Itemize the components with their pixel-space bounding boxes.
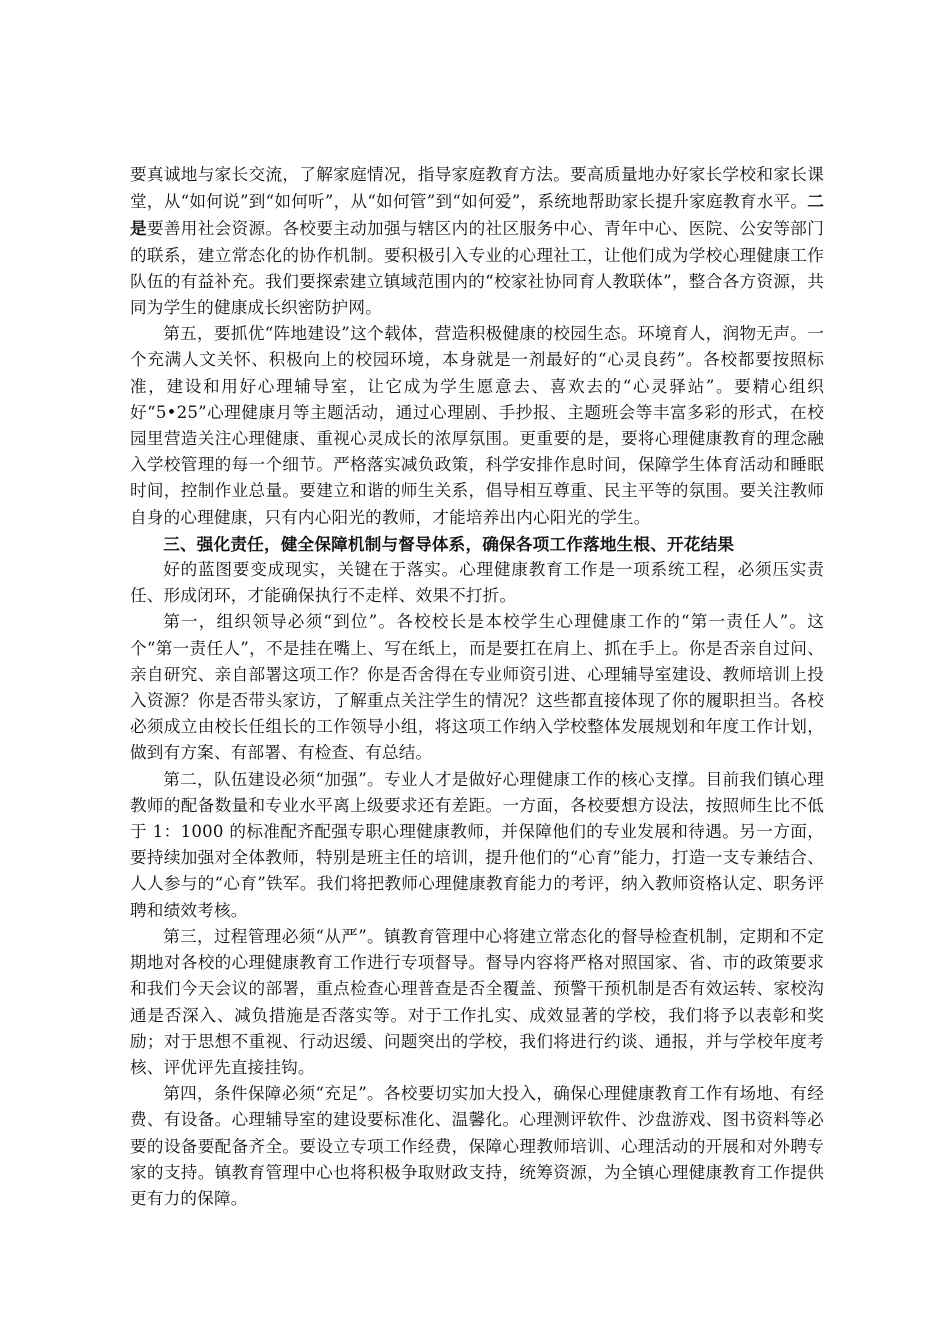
paragraph-implementation-intro: 好的蓝图要变成现实，关键在于落实。心理健康教育工作是一项系统工程，必须压实责任、形成闭环，才能确保执行不走样、效果不打折。 — [130, 560, 824, 606]
paragraph-fourth-resource-guarantee: 第四，条件保障必须“充足”。各校要切实加大投入，确保心理健康教育工作有场地、有经费、有设备。心理辅导室的建设要标准化、温馨化。心理测评软件、沙盘游戏、图书资料等必要的设备要配备齐全。要设立专项工作经费，保障心理教师培训、心理活动的开展和对外聘专家的支持。镇教育管理中心也将积极争取财政支持，统筹资源，为全镇心理健康教育工作提供更有力的保障。 — [130, 1084, 824, 1208]
paragraph-text: 要真诚地与家长交流，了解家庭情况，指导家庭教育方法。要高质量地办好家长学校和家长课堂，从“如何说”到“如何听”，从“如何管”到“如何爱”，系统地帮助家长提升家庭教育水平。 — [130, 165, 824, 212]
section-heading-three: 三、强化责任，健全保障机制与督导体系，确保各项工作落地生根、开花结果 — [163, 533, 735, 554]
paragraph-first-leadership: 第一，组织领导必须“到位”。各校校长是本校学生心理健康工作的“第一责任人”。这个“第一责任人”，不是挂在嘴上、写在纸上，而是要扛在肩上、抓在手上。你是否亲自过问、亲自研究、亲自部署这项工作？你是否舍得在专业师资引进、心理辅导室建设、教师培训上投入资源？你是否带头家访，了解重点关注学生的情况？这些都直接体现了你的履职担当。各校必须成立由校长任组长的工作领导小组，将这项工作纳入学校整体发展规划和年度工作计划，做到有方案、有部署、有检查、有总结。 — [130, 612, 824, 763]
paragraph-second-team-building: 第二，队伍建设必须“加强”。专业人才是做好心理健康工作的核心支撑。目前我们镇心理教师的配备数量和专业水平离上级要求还有差距。一方面，各校要想方设法，按照师生比不低于 1：1000 的标准配齐配强专职心理健康教师，并保障他们的专业发展和待遇。另一方面，要持续加强对全体教师，特别是班主任的培训，提升他们的“心育”能力，打造一支专兼结合、人人参与的“心育”铁军。我们将把教师心理健康教育能力的考评，纳入教师资格认定、职务评聘和绩效考核。 — [130, 769, 824, 920]
paragraph-text: 要善用社会资源。各校要主动加强与辖区内的社区服务中心、青年中心、医院、公安等部门的联系，建立常态化的协作机制。要积极引入专业的心理社工，让他们成为学校心理健康工作队伍的有益补充。我们要探索建立镇域范围内的“校家社协同育人教联体”，整合各方资源，共同为学生的健康成长织密防护网。 — [130, 219, 825, 318]
paragraph-fifth-campus-ecology: 第五，要抓优“阵地建设”这个载体，营造积极健康的校园生态。环境育人，润物无声。一个充满人文关怀、积极向上的校园环境，本身就是一剂最好的“心灵良药”。各校都要按照标准，建设和用好心理辅导室，让它成为学生愿意去、喜欢去的“心灵驿站”。要精心组织好“5•25”心理健康月等主题活动，通过心理剧、手抄报、主题班会等丰富多彩的形式，在校园里营造关注心理健康、重视心灵成长的浓厚氛围。更重要的是，要将心理健康教育的理念融入学校管理的每一个细节。严格落实减负政策，科学安排作息时间，保障学生体育活动和睡眠时间，控制作业总量。要建立和谐的师生关系，倡导相互尊重、民主平等的氛围。要关注教师自身的心理健康，只有内心阳光的教师，才能培养出内心阳光的学生。 — [130, 324, 824, 527]
bold-marker-second: 二是 — [130, 191, 824, 239]
paragraph-family-social-resources — [130, 162, 824, 321]
paragraph-third-process-management: 第三，过程管理必须“从严”。镇教育管理中心将建立常态化的督导检查机制，定期和不定期地对各校的心理健康教育工作进行专项督导。督导内容将严格对照国家、省、市的政策要求和我们今天会议的部署，重点检查心理普查是否全覆盖、预警干预机制是否有效运转、家校沟通是否深入、减负措施是否落实等。对于工作扎实、成效显著的学校，我们将予以表彰和奖励；对于思想不重视、行动迟缓、问题突出的学校，我们将进行约谈、通报，并与学校年度考核、评优评先直接挂钩。 — [130, 926, 824, 1077]
